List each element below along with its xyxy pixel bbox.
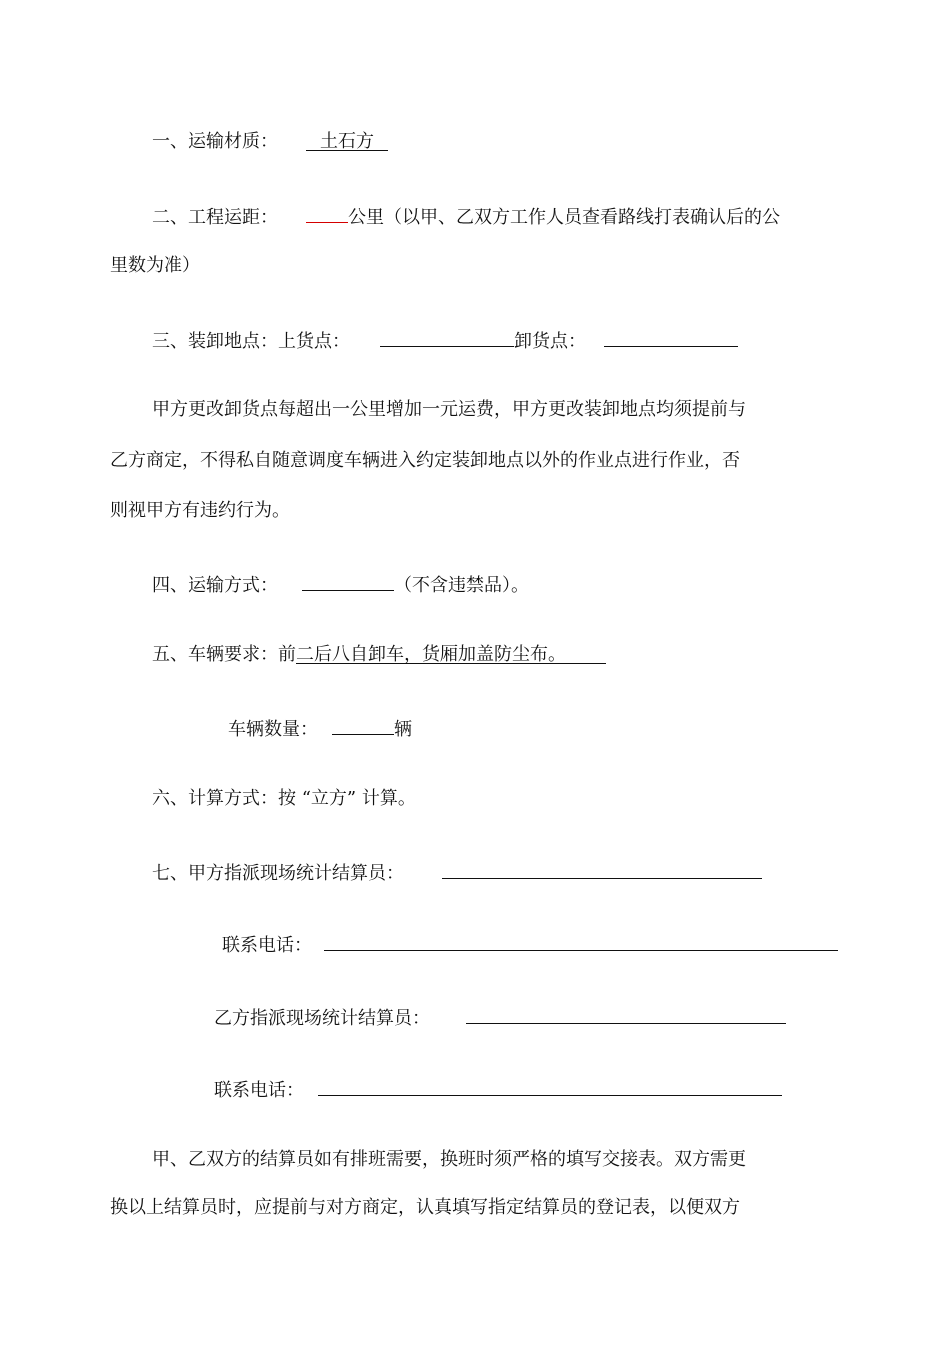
party-b-phone-label: 联系电话： (214, 1080, 304, 1101)
item-2-distance (152, 202, 780, 230)
item-1-label: 一、运输材质： (152, 131, 278, 152)
loading-point-field[interactable] (380, 326, 514, 347)
item-4-note: （不含违禁品）。 (394, 575, 529, 596)
unloading-point-field[interactable] (604, 326, 738, 347)
item-2-text: 公里（以甲、乙双方工作人员查看路线打表确认后的公 (348, 207, 780, 228)
item-4-transport-method (152, 570, 529, 598)
item-4-label: 四、运输方式： (152, 575, 278, 596)
vehicle-count-label: 车辆数量： (228, 719, 318, 740)
vehicle-count-field[interactable] (332, 714, 394, 735)
distance-field[interactable] (306, 202, 348, 223)
party-a-phone-field[interactable] (324, 930, 838, 951)
paragraph-line: 甲方更改卸货点每超出一公里增加一元运费，甲方更改装卸地点均须提前与 (152, 399, 746, 420)
paragraph-line: 乙方商定，不得私自随意调度车辆进入约定装卸地点以外的作业点进行作业，否 (110, 450, 740, 471)
item-7-party-a-clerk (152, 858, 762, 886)
item-2-label: 二、工程运距： (152, 207, 278, 228)
party-a-phone-label: 联系电话： (222, 935, 312, 956)
unloading-point-label: 卸货点： (514, 331, 586, 352)
item-3-locations (152, 326, 738, 354)
party-b-phone-row (214, 1075, 782, 1103)
transport-method-field[interactable] (302, 570, 394, 591)
vehicle-count-row (228, 714, 412, 742)
item-5-label: 五、车辆要求：前 (152, 644, 296, 665)
party-a-clerk-field[interactable] (442, 858, 762, 879)
vehicle-requirement-field[interactable]: 二后八自卸车，货厢加盖防尘布。 (296, 643, 606, 664)
vehicle-count-unit: 辆 (394, 719, 412, 740)
paragraph-line: 则视甲方有违约行为。 (110, 500, 290, 521)
party-b-clerk-field[interactable] (466, 1003, 786, 1024)
material-field[interactable]: 土石方 (306, 130, 388, 151)
item-7-label: 七、甲方指派现场统计结算员： (152, 863, 404, 884)
party-a-phone-row (222, 930, 838, 958)
item-5-vehicle-requirement (152, 643, 606, 667)
paragraph-line: 换以上结算员时，应提前与对方商定，认真填写指定结算员的登记表，以便双方 (110, 1197, 740, 1218)
item-2-continuation: 里数为准） (110, 255, 200, 276)
paragraph-line: 甲、乙双方的结算员如有排班需要，换班时须严格的填写交接表。双方需更 (152, 1149, 746, 1170)
party-b-phone-field[interactable] (318, 1075, 782, 1096)
item-6-calculation-method: 六、计算方式：按 “立方” 计算。 (152, 788, 416, 809)
party-b-clerk-row (214, 1003, 786, 1031)
item-3-label: 三、装卸地点：上货点： (152, 331, 350, 352)
party-b-clerk-label: 乙方指派现场统计结算员： (214, 1008, 430, 1029)
item-1-transport-material (152, 130, 388, 154)
